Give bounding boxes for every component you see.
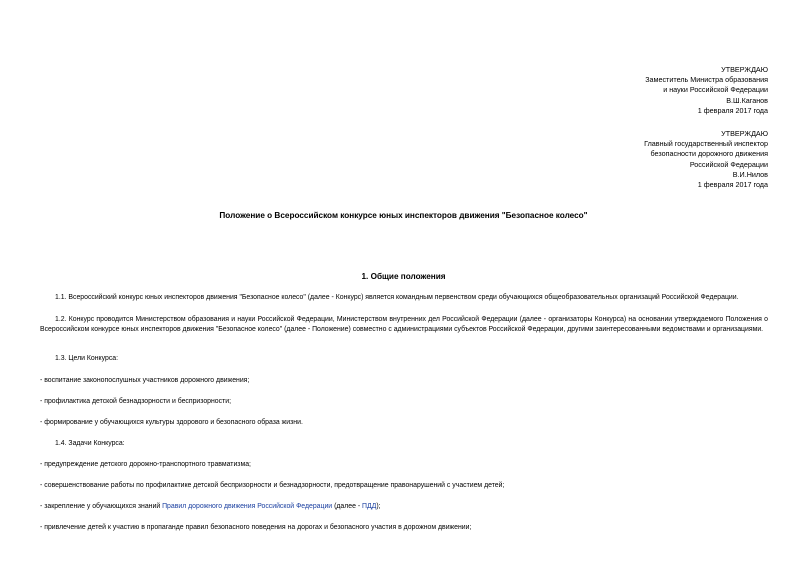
task-text: ); (376, 503, 381, 510)
approval-date: 1 февраля 2017 года (697, 105, 768, 115)
document-title: Положение о Всероссийском конкурсе юных инспекторов движения "Безопасное колесо" (219, 211, 588, 220)
paragraph-1-4: 1.4. Задачи Конкурса: (55, 440, 125, 447)
approval-date: 1 февраля 2017 года (697, 180, 768, 190)
approval-position: Российской Федерации (689, 159, 768, 169)
task-text: - закрепление у обучающихся знаний (40, 503, 163, 510)
approval-position: Главный государственный инспектор (644, 139, 768, 149)
list-item-task: - совершенствование работы по профилактике детской беспризорности и безнадзорности, предотвращение правонарушений с участием детей; (40, 482, 505, 489)
traffic-rules-link[interactable]: Правил дорожного движения Российской Федерации (162, 503, 333, 510)
approval-signatory: В.Ш.Каганов (726, 95, 768, 105)
list-item-task: - предупреждение детского дорожно-транспортного травматизма; (40, 461, 251, 468)
paragraph-1-3: 1.3. Цели Конкурса: (55, 355, 119, 362)
approval-block-deputy-minister (568, 65, 768, 116)
approval-heading: УТВЕРЖДАЮ (721, 129, 768, 138)
list-item-goal: - формирование у обучающихся культуры здорового и безопасного образа жизни. (40, 419, 303, 426)
list-item-task: - привлечение детей к участию в пропаганде правил безопасного поведения на дорогах и безопасного участия в дорожном движении; (40, 524, 472, 531)
approval-position: Заместитель Министра образования (645, 75, 768, 85)
approval-position: и науки Российской Федерации (663, 85, 768, 95)
list-item-task (40, 502, 768, 512)
task-text: (далее - (332, 503, 363, 510)
list-item-goal: - профилактика детской безнадзорности и беспризорности; (40, 398, 232, 405)
approval-position: безопасности дорожного движения (650, 149, 768, 159)
pdd-link[interactable]: ПДД (362, 503, 377, 510)
approval-signatory: В.И.Нилов (732, 169, 768, 179)
section-title: 1. Общие положения (361, 272, 446, 281)
paragraph-1-2: 1.2. Конкурс проводится Министерством образования и науки Российской Федерации, Министерством внутренних дел Российской Федерации (далее - организаторы Конкурса) на основании утверждаемого Положения о Всероссийском конкурсе юных инспекторов движения "Безопасное колесо" (далее - Положение) совместно с администрациями субъектов Российской Федерации, другими заинтересованными ведомствами и организациями. (40, 316, 768, 333)
approval-block-chief-inspector (568, 129, 768, 190)
list-item-goal: - воспитание законопослушных участников дорожного движения; (40, 377, 250, 384)
paragraph-1-1: 1.1. Всероссийский конкурс юных инспекторов движения "Безопасное колесо" (далее - Конкурс) является командным первенством среди обучающихся общеобразовательных организаций Российской Федерации. (55, 294, 739, 301)
approval-heading: УТВЕРЖДАЮ (721, 65, 768, 74)
